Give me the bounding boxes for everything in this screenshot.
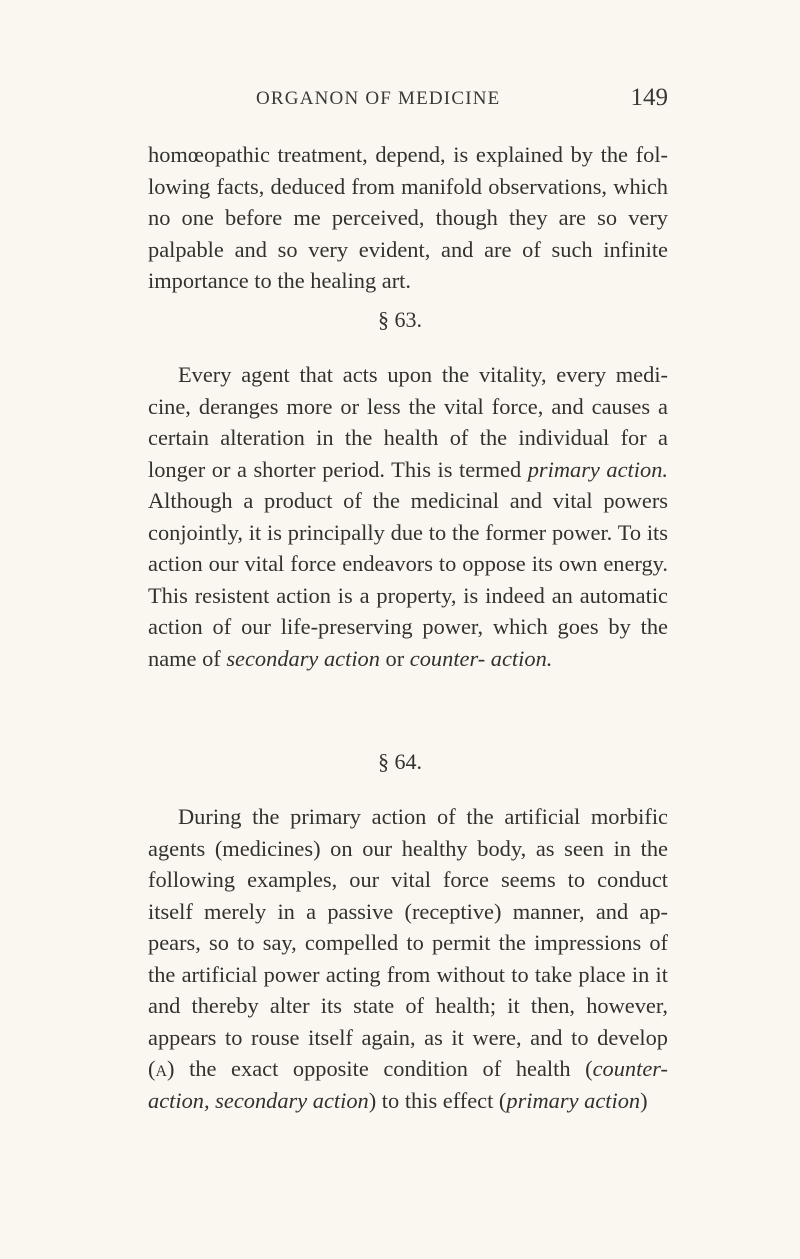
section-63-part2: Although a product of the medicinal and vital powers conjointly, it is principally due to the former power. To its action our vital force endeavors to oppose its own energy. This resistent action is a property, is indeed an automatic action of our life-preserving power, which goes by the name of bbox=[148, 488, 668, 671]
intro-paragraph bbox=[148, 139, 668, 297]
term-secondary-action: secondary action bbox=[226, 645, 380, 671]
section-64-part4: ) bbox=[640, 1087, 648, 1113]
term-primary-action: primary action. bbox=[527, 456, 668, 482]
section-64-text bbox=[148, 801, 668, 1116]
section-heading-64: § 64. bbox=[378, 749, 422, 774]
marker-a: a bbox=[155, 1056, 168, 1081]
section-64-part1: During the primary action of the artificial morbific agents (medicines) on our healthy body, as seen in the following examples, our vital force seems to conduct itself merely in a passive (receptive) manner, and ap- pears, so to say, compelled to permit the impressions of the artificial power acting from without to take place in it and thereby alter its state of health; it then, however, appears to rouse itself again, as it were, and to develop ( bbox=[148, 804, 668, 1081]
running-head bbox=[148, 84, 668, 118]
section-63-text bbox=[148, 359, 668, 674]
term-counter-action-secondary: counter- action, secondary action bbox=[148, 1056, 668, 1113]
running-title: ORGANON OF MEDICINE bbox=[256, 88, 501, 109]
section-64-paragraph bbox=[148, 801, 668, 1116]
section-heading-63: § 63. bbox=[378, 307, 422, 332]
section-63-part3: or bbox=[379, 645, 410, 671]
section-63-paragraph bbox=[148, 359, 668, 674]
section-64-part2: ) the exact opposite condition of health ( bbox=[167, 1056, 593, 1081]
term-primary-action-2: primary action bbox=[506, 1087, 641, 1113]
term-counter-action: counter- action. bbox=[409, 645, 553, 671]
section-63-part1: Every agent that acts upon the vitality, every medi- cine, deranges more or less the vital force, and causes a certain alteration in the health of the individual for a longer or a shorter period. This is termed bbox=[148, 362, 668, 482]
page-number: 149 bbox=[630, 84, 668, 111]
section-64-part3: ) to this effect ( bbox=[368, 1087, 507, 1113]
intro-text: homœopathic treatment, depend, is explained by the fol- lowing facts, deduced from manifold observations, which no one before me perceived, though they are so very palpable and so very evident, and are of such infinite importance to the healing art. bbox=[148, 142, 668, 293]
